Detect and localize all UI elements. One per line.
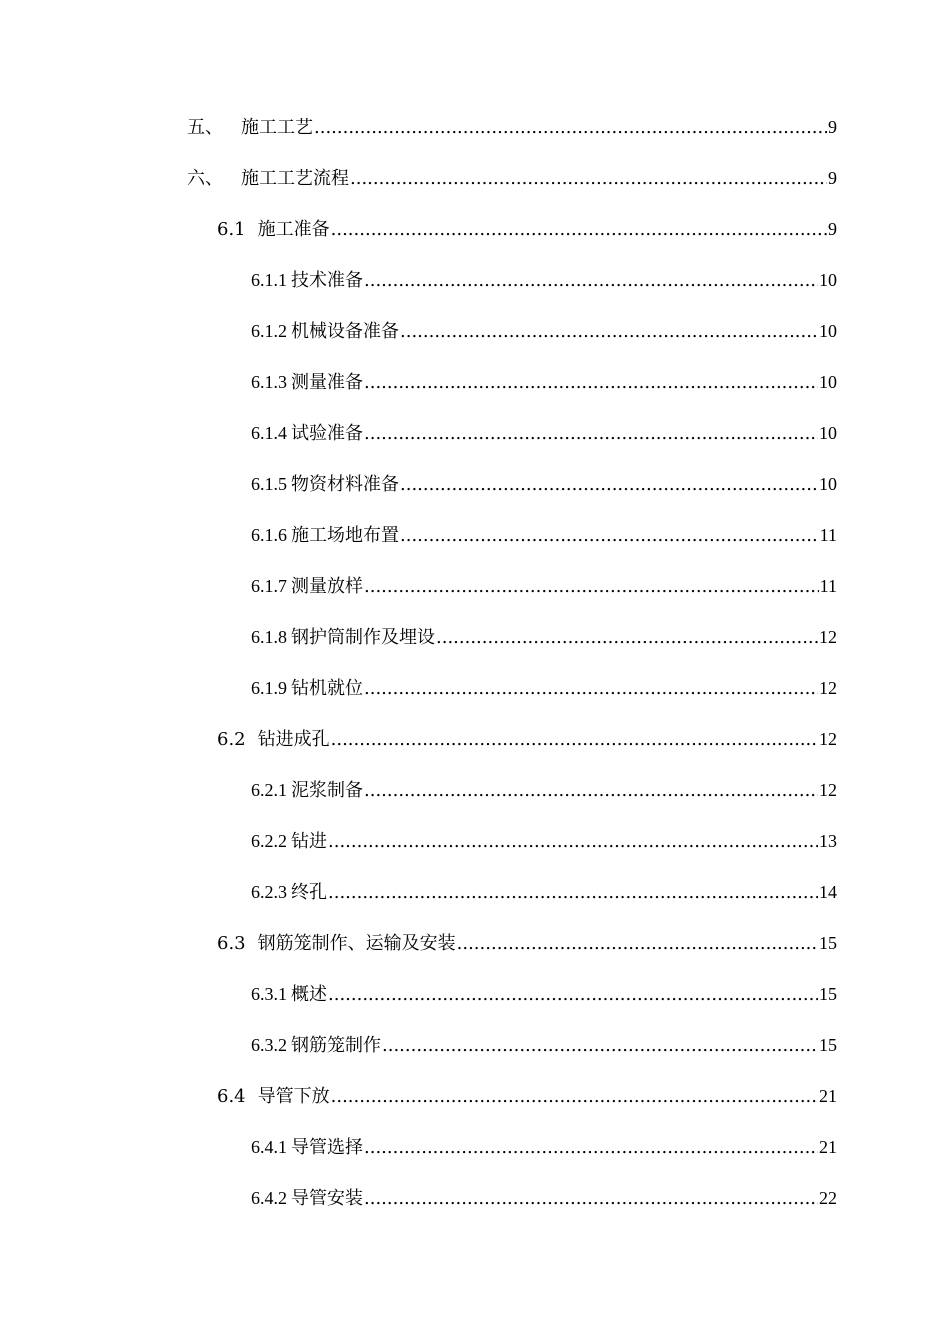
toc-dot-leader bbox=[364, 408, 818, 459]
toc-entry-number: 五、 bbox=[187, 117, 223, 138]
toc-entry[interactable] bbox=[217, 1071, 837, 1122]
toc-entry-label bbox=[251, 765, 363, 816]
toc-entry-number: 6.4.2 bbox=[251, 1188, 287, 1208]
toc-page-number: 12 bbox=[819, 729, 837, 749]
toc-entry-label bbox=[251, 561, 363, 612]
toc-entry-label bbox=[251, 510, 399, 561]
toc-entry-label bbox=[251, 1122, 363, 1173]
toc-entry-title: 钻机就位 bbox=[291, 678, 363, 699]
toc-dot-leader bbox=[400, 306, 818, 357]
toc-entry-number: 6.2 bbox=[217, 729, 246, 750]
toc-entry-number: 6.1.3 bbox=[251, 372, 287, 392]
toc-entry[interactable] bbox=[251, 408, 837, 459]
toc-page-number: 10 bbox=[819, 321, 837, 341]
toc-page-number: 10 bbox=[819, 474, 837, 494]
toc-entry-label bbox=[217, 714, 330, 765]
toc-dot-leader bbox=[364, 765, 818, 816]
toc-entry-number: 6.3 bbox=[217, 933, 246, 954]
toc-entry-number: 6.3.2 bbox=[251, 1035, 287, 1055]
toc-entry-label bbox=[251, 1173, 363, 1224]
toc-entry-title: 施工准备 bbox=[257, 219, 330, 240]
toc-dot-leader bbox=[331, 204, 827, 255]
toc-entry[interactable] bbox=[187, 102, 837, 153]
toc-page-number: 15 bbox=[819, 984, 837, 1004]
toc-dot-leader bbox=[400, 510, 819, 561]
toc-entry-title: 导管下放 bbox=[257, 1086, 330, 1107]
toc-page-number: 15 bbox=[819, 933, 837, 953]
toc-entry-label bbox=[251, 1020, 381, 1071]
toc-entry[interactable] bbox=[251, 561, 837, 612]
toc-entry-number: 6.1.8 bbox=[251, 627, 287, 647]
toc-entry[interactable] bbox=[251, 1020, 837, 1071]
toc-dot-leader bbox=[436, 612, 818, 663]
toc-dot-leader bbox=[328, 969, 818, 1020]
toc-entry-label bbox=[251, 306, 399, 357]
toc-entry-label bbox=[251, 612, 435, 663]
toc-entry[interactable] bbox=[217, 204, 837, 255]
toc-entry-label bbox=[251, 408, 363, 459]
toc-entry[interactable] bbox=[251, 357, 837, 408]
toc-entry-title: 施工工艺 bbox=[241, 117, 313, 138]
toc-page-number: 12 bbox=[819, 627, 837, 647]
toc-dot-leader bbox=[314, 102, 827, 153]
toc-entry-label bbox=[251, 255, 363, 306]
toc-entry-label bbox=[217, 1071, 330, 1122]
toc-page-number: 14 bbox=[819, 882, 837, 902]
toc-entry-title: 钻进成孔 bbox=[257, 729, 330, 750]
toc-page-number: 9 bbox=[828, 168, 837, 188]
toc-entry[interactable] bbox=[251, 1122, 837, 1173]
toc-entry-title: 技术准备 bbox=[291, 270, 363, 291]
toc-entry-title: 钢筋笼制作、运输及安装 bbox=[257, 933, 456, 954]
toc-entry-title: 导管安装 bbox=[291, 1188, 363, 1209]
toc-entry-title: 泥浆制备 bbox=[291, 780, 363, 801]
toc-entry-title: 测量放样 bbox=[291, 576, 363, 597]
toc-page-number: 10 bbox=[819, 270, 837, 290]
toc-entry-label bbox=[251, 867, 327, 918]
toc-dot-leader bbox=[400, 459, 818, 510]
toc-entry-label bbox=[251, 459, 399, 510]
toc-entry-title: 钻进 bbox=[291, 831, 327, 852]
toc-dot-leader bbox=[364, 561, 819, 612]
toc-page-number: 13 bbox=[819, 831, 837, 851]
toc-entry-label bbox=[187, 153, 349, 204]
toc-entry-label bbox=[187, 102, 313, 153]
toc-entry[interactable] bbox=[251, 612, 837, 663]
toc-page-number: 21 bbox=[819, 1086, 837, 1106]
toc-entry-title: 机械设备准备 bbox=[291, 321, 399, 342]
toc-entry-number: 6.1.7 bbox=[251, 576, 287, 596]
toc-entry-number: 6.1 bbox=[217, 219, 246, 240]
toc-entry[interactable] bbox=[187, 153, 837, 204]
toc-entry-number: 6.1.4 bbox=[251, 423, 287, 443]
toc-entry-label bbox=[251, 357, 363, 408]
toc-entry[interactable] bbox=[217, 714, 837, 765]
toc-entry[interactable] bbox=[217, 918, 837, 969]
toc-dot-leader bbox=[364, 1173, 818, 1224]
toc-entry-number: 6.1.5 bbox=[251, 474, 287, 494]
toc-page-number: 21 bbox=[819, 1137, 837, 1157]
toc-dot-leader bbox=[331, 714, 818, 765]
toc-entry-title: 施工工艺流程 bbox=[241, 168, 349, 189]
toc-entry-title: 钢筋笼制作 bbox=[291, 1035, 381, 1056]
toc-entry-number: 6.4 bbox=[217, 1086, 246, 1107]
toc-entry-title: 测量准备 bbox=[291, 372, 363, 393]
toc-page-number: 22 bbox=[819, 1188, 837, 1208]
toc-page-number: 9 bbox=[828, 219, 837, 239]
table-of-contents bbox=[0, 102, 950, 1224]
toc-page-number: 10 bbox=[819, 372, 837, 392]
toc-dot-leader bbox=[457, 918, 818, 969]
toc-entry[interactable] bbox=[251, 663, 837, 714]
toc-page-number: 9 bbox=[828, 117, 837, 137]
toc-page-number: 15 bbox=[819, 1035, 837, 1055]
toc-entry-number: 6.1.1 bbox=[251, 270, 287, 290]
toc-dot-leader bbox=[382, 1020, 818, 1071]
toc-entry-label bbox=[251, 969, 327, 1020]
toc-entry-number: 六、 bbox=[187, 168, 223, 189]
toc-entry-title: 导管选择 bbox=[291, 1137, 363, 1158]
toc-entry-number: 6.4.1 bbox=[251, 1137, 287, 1157]
toc-page-number: 12 bbox=[819, 678, 837, 698]
toc-entry[interactable] bbox=[251, 765, 837, 816]
toc-dot-leader bbox=[350, 153, 827, 204]
toc-entry[interactable] bbox=[251, 1173, 837, 1224]
toc-dot-leader bbox=[364, 663, 818, 714]
toc-entry-title: 概述 bbox=[291, 984, 327, 1005]
toc-page-number: 10 bbox=[819, 423, 837, 443]
toc-entry[interactable] bbox=[251, 969, 837, 1020]
toc-page-number: 12 bbox=[819, 780, 837, 800]
toc-entry-label bbox=[217, 204, 330, 255]
toc-entry[interactable] bbox=[251, 306, 837, 357]
toc-entry-label bbox=[251, 816, 327, 867]
toc-entry-number: 6.3.1 bbox=[251, 984, 287, 1004]
toc-entry[interactable] bbox=[251, 816, 837, 867]
toc-dot-leader bbox=[364, 255, 818, 306]
toc-entry[interactable] bbox=[251, 255, 837, 306]
toc-entry-label bbox=[251, 663, 363, 714]
toc-page-number: 11 bbox=[819, 576, 837, 596]
toc-entry-number: 6.1.9 bbox=[251, 678, 287, 698]
toc-entry[interactable] bbox=[251, 867, 837, 918]
toc-dot-leader bbox=[364, 357, 818, 408]
toc-entry-number: 6.1.2 bbox=[251, 321, 287, 341]
toc-dot-leader bbox=[331, 1071, 818, 1122]
toc-entry[interactable] bbox=[251, 459, 837, 510]
toc-entry-title: 钢护筒制作及埋设 bbox=[291, 627, 435, 648]
toc-entry-number: 6.2.3 bbox=[251, 882, 287, 902]
toc-entry-title: 物资材料准备 bbox=[291, 474, 399, 495]
toc-entry-number: 6.2.1 bbox=[251, 780, 287, 800]
toc-entry-label bbox=[217, 918, 456, 969]
toc-dot-leader bbox=[328, 867, 818, 918]
toc-page-number: 11 bbox=[819, 525, 837, 545]
toc-entry[interactable] bbox=[251, 510, 837, 561]
toc-entry-title: 试验准备 bbox=[291, 423, 363, 444]
toc-dot-leader bbox=[328, 816, 818, 867]
toc-entry-title: 终孔 bbox=[291, 882, 327, 903]
toc-entry-number: 6.1.6 bbox=[251, 525, 287, 545]
toc-entry-title: 施工场地布置 bbox=[291, 525, 399, 546]
toc-dot-leader bbox=[364, 1122, 818, 1173]
toc-entry-number: 6.2.2 bbox=[251, 831, 287, 851]
